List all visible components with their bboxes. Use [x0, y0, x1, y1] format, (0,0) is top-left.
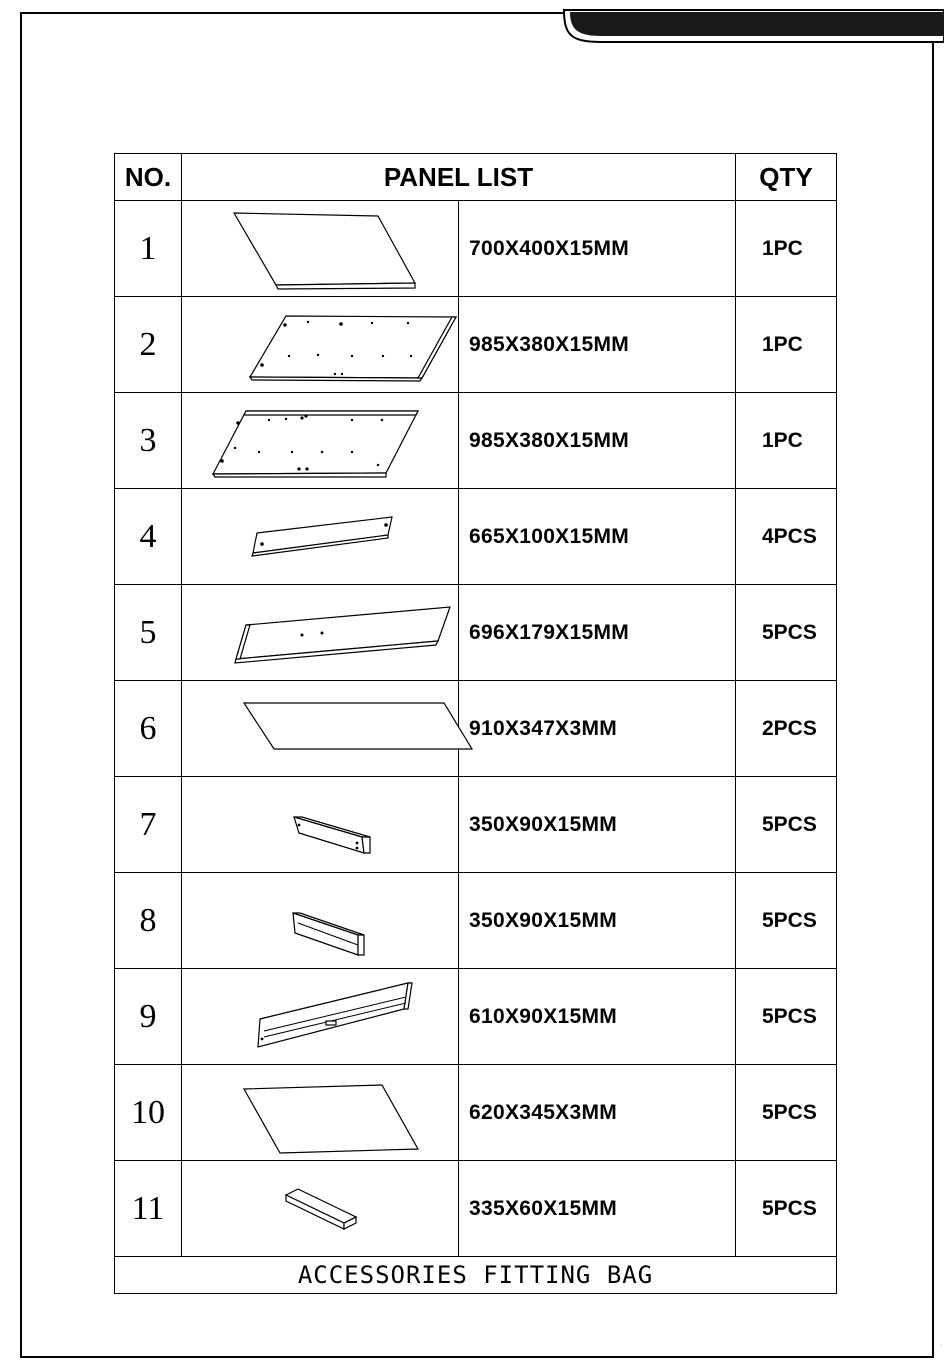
panel-drawing: [182, 297, 459, 393]
drawer-back-icon: [182, 969, 514, 1064]
table-row: [115, 681, 837, 777]
panel-size: 350X90X15MM: [459, 873, 736, 969]
panel-list-table: [114, 153, 837, 1294]
drawer-side-icon: [182, 873, 514, 968]
panel-drawing: [182, 585, 459, 681]
back-board-icon: [182, 681, 514, 776]
drawer-side-icon: [182, 777, 514, 872]
accessories-label: ACCESSORIES FITTING BAG: [115, 1257, 837, 1294]
panel-drawing: [182, 681, 459, 777]
panel-size: 620X345X3MM: [459, 1065, 736, 1161]
row-number: 10: [115, 1065, 182, 1161]
block-icon: [182, 1161, 514, 1256]
table-row: [115, 297, 837, 393]
panel-qty: 5PCS: [736, 1161, 837, 1257]
row-number: 7: [115, 777, 182, 873]
header-no: NO.: [115, 154, 182, 201]
side-panel-icon: [182, 297, 514, 392]
panel-size: 696X179X15MM: [459, 585, 736, 681]
panel-drawing: [182, 777, 459, 873]
table-row: [115, 201, 837, 297]
panel-board-icon: [182, 201, 514, 296]
row-number: 4: [115, 489, 182, 585]
panel-qty: 1PC: [736, 297, 837, 393]
table-row: [115, 1065, 837, 1161]
side-panel-icon: [182, 393, 514, 488]
panel-size: 610X90X15MM: [459, 969, 736, 1065]
table-row: [115, 1161, 837, 1257]
header-panel-list: PANEL LIST: [182, 154, 736, 201]
row-number: 3: [115, 393, 182, 489]
panel-drawing: [182, 1161, 459, 1257]
row-number: 6: [115, 681, 182, 777]
row-number: 1: [115, 201, 182, 297]
panel-drawing: [182, 201, 459, 297]
table-row: [115, 585, 837, 681]
panel-qty: 5PCS: [736, 1065, 837, 1161]
rail-icon: [182, 489, 514, 584]
header-qty: QTY: [736, 154, 837, 201]
panel-size: 350X90X15MM: [459, 777, 736, 873]
table-row: [115, 873, 837, 969]
row-number: 8: [115, 873, 182, 969]
panel-drawing: [182, 1065, 459, 1161]
panel-qty: 1PC: [736, 201, 837, 297]
panel-drawing: [182, 393, 459, 489]
table-row: [115, 777, 837, 873]
panel-qty: 1PC: [736, 393, 837, 489]
row-number: 9: [115, 969, 182, 1065]
table-row: [115, 489, 837, 585]
row-number: 11: [115, 1161, 182, 1257]
table-row: [115, 393, 837, 489]
table-footer: [115, 1257, 837, 1294]
drawer-front-icon: [182, 585, 514, 680]
row-number: 5: [115, 585, 182, 681]
header-tab: [562, 8, 944, 48]
panel-qty: 2PCS: [736, 681, 837, 777]
panel-qty: 5PCS: [736, 585, 837, 681]
panel-size: 665X100X15MM: [459, 489, 736, 585]
drawer-bottom-icon: [182, 1065, 514, 1160]
panel-size: 985X380X15MM: [459, 297, 736, 393]
panel-size: 700X400X15MM: [459, 201, 736, 297]
panel-size: 335X60X15MM: [459, 1161, 736, 1257]
panel-drawing: [182, 969, 459, 1065]
panel-qty: 5PCS: [736, 873, 837, 969]
table-header: [115, 154, 837, 201]
panel-qty: 5PCS: [736, 969, 837, 1065]
table-row: [115, 969, 837, 1065]
panel-drawing: [182, 489, 459, 585]
corner-mark: ·: [940, 1342, 943, 1349]
panel-size: 910X347X3MM: [459, 681, 736, 777]
panel-drawing: [182, 873, 459, 969]
row-number: 2: [115, 297, 182, 393]
panel-qty: 4PCS: [736, 489, 837, 585]
panel-size: 985X380X15MM: [459, 393, 736, 489]
panel-qty: 5PCS: [736, 777, 837, 873]
